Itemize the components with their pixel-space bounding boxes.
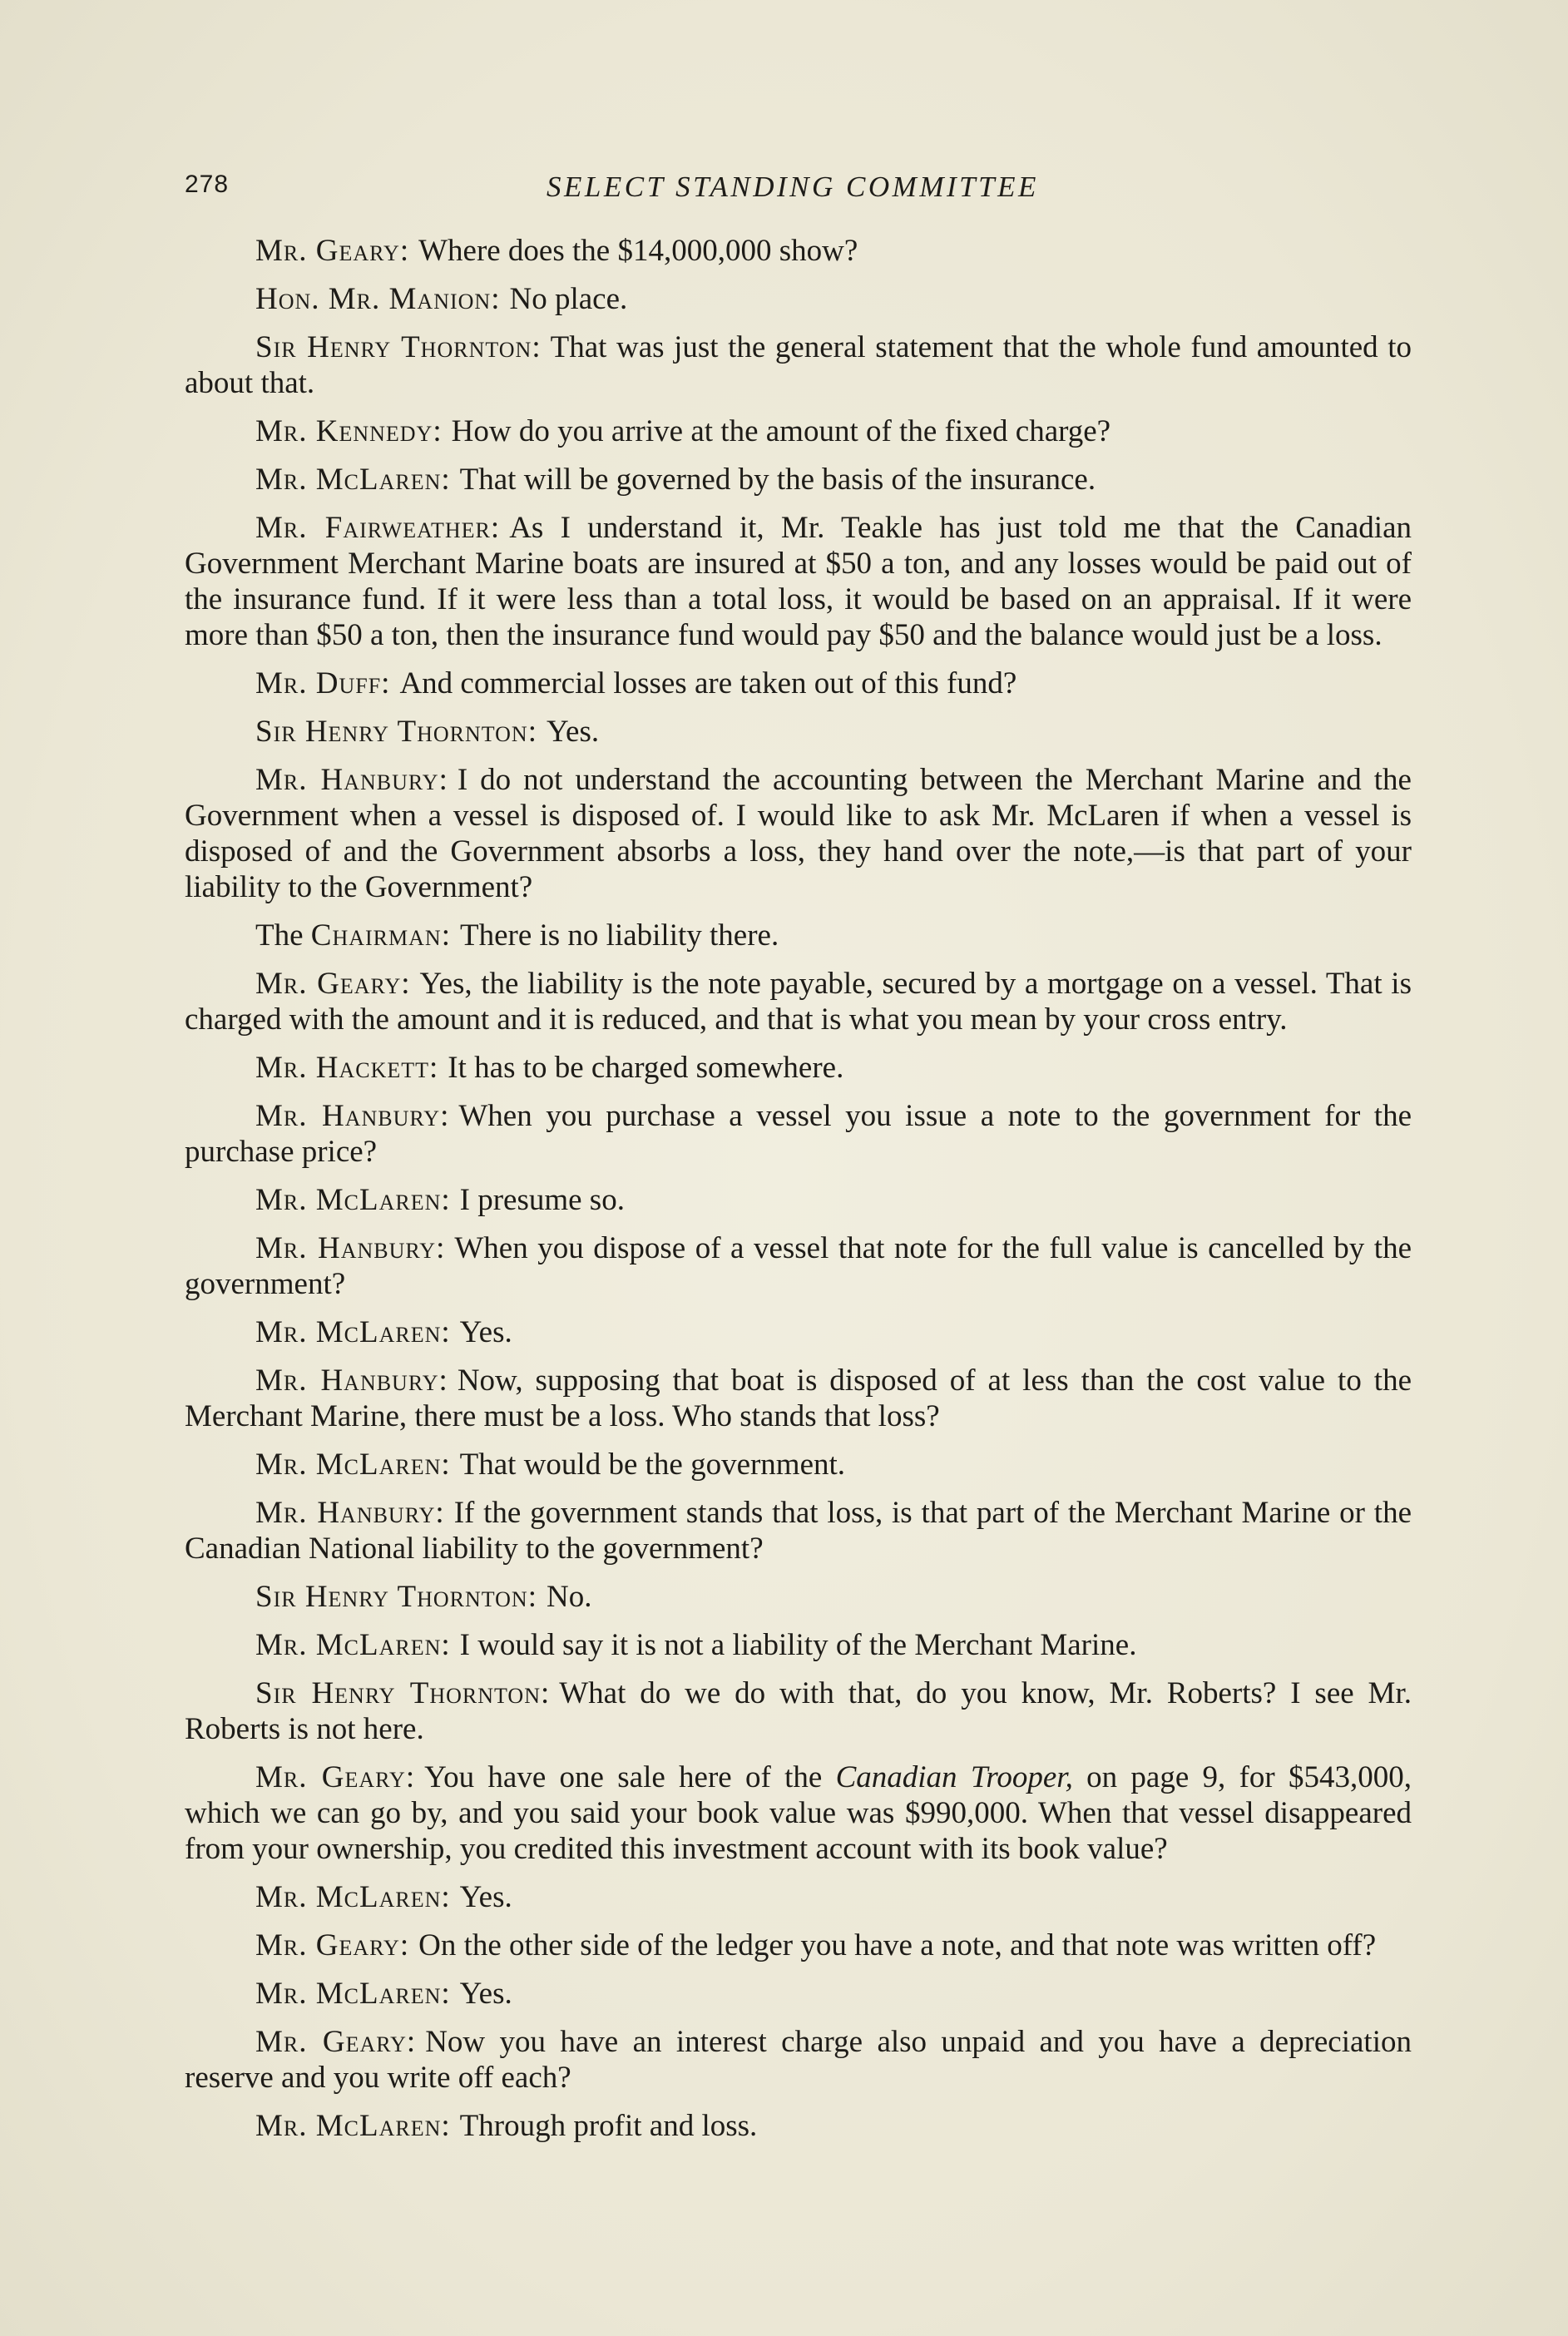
speaker-colon: : (433, 414, 442, 448)
transcript-paragraph (185, 1447, 1412, 1482)
speaker-name: Mr. Duff (255, 666, 382, 700)
speech-text: On the other side of the ledger you have a note, and that note was written off? (418, 1928, 1377, 1962)
speaker-colon: : (441, 1315, 450, 1349)
speech-text: When you purchase a vessel you issue a note to the government for the purchase price? (185, 1099, 1412, 1169)
speaker-colon: : (435, 1496, 444, 1530)
transcript-paragraph (185, 1314, 1412, 1350)
speaker-colon: : (540, 1676, 550, 1710)
speaker-colon: : (399, 234, 409, 268)
transcript-paragraph (185, 1495, 1412, 1566)
transcript-paragraph (185, 714, 1412, 750)
speaker-colon: : (441, 1183, 450, 1217)
transcript-paragraph (185, 281, 1412, 317)
transcript-paragraph (185, 1879, 1412, 1915)
speaker-prefix: The (255, 918, 311, 953)
transcript-paragraph (185, 462, 1412, 497)
speech-text: on page 9, for $543,000, which we can go by, and you said your book value was $990,000. When that vessel disappeared from your ownership, you credited this investment account with its book value? (185, 1760, 1412, 1866)
speaker-name: Mr. McLaren (255, 1977, 442, 2011)
transcript-paragraph (185, 1976, 1412, 2012)
transcript-paragraph (185, 918, 1412, 953)
transcript-paragraph (185, 1363, 1412, 1434)
speaker-name: Sir Henry Thornton (255, 1676, 541, 1710)
transcript-paragraph (185, 329, 1412, 401)
speech-text: Yes. (459, 1315, 512, 1349)
speech-text: Where does the $14,000,000 show? (418, 234, 858, 268)
transcript-paragraph (185, 1050, 1412, 1086)
speech-text: You have one sale here of the (424, 1760, 836, 1794)
speech-text: Yes. (459, 1977, 512, 2011)
speaker-colon: : (436, 1231, 445, 1265)
transcript-paragraph (185, 413, 1412, 449)
speaker-name: Mr. Kennedy (255, 414, 433, 448)
transcript-paragraph (185, 1579, 1412, 1615)
speaker-name: Mr. Hanbury (255, 763, 439, 797)
speaker-colon: : (441, 1448, 450, 1482)
speech-text: There is no liability there. (459, 918, 779, 953)
speaker-colon: : (441, 463, 450, 497)
speaker-name: Mr. McLaren (255, 463, 442, 497)
transcript-paragraph (185, 666, 1412, 701)
speaker-name: Mr. Hanbury (255, 1231, 437, 1265)
speaker-name: Sir Henry Thornton (255, 715, 528, 749)
speech-text: That would be the government. (459, 1448, 846, 1482)
speaker-name: Mr. McLaren (255, 1628, 442, 1662)
transcript-paragraph (185, 1230, 1412, 1302)
speaker-name: Hon. Mr. Manion (255, 282, 492, 316)
speaker-name: Mr. Geary (255, 234, 400, 268)
transcript-paragraph (185, 1759, 1412, 1867)
transcript-paragraph (185, 966, 1412, 1037)
speaker-colon: : (441, 1880, 450, 1914)
speaker-name: Mr. Geary (255, 967, 402, 1001)
speaker-name: Mr. McLaren (255, 1448, 442, 1482)
transcript-paragraph (185, 233, 1412, 269)
speech-text: Through profit and loss. (459, 2109, 758, 2143)
speech-text: That will be governed by the basis of the insurance. (459, 463, 1096, 497)
speaker-name: Mr. Hanbury (255, 1099, 441, 1133)
speaker-colon: : (527, 1580, 537, 1614)
speech-text: I would say it is not a liability of the Merchant Marine. (459, 1628, 1137, 1662)
speech-text: Yes, the liability is the note payable, secured by a mortgage on a vessel. That is charged with the amount and it is reduced, and that is what you mean by your cross entry. (185, 967, 1412, 1037)
transcript-paragraph (185, 2108, 1412, 2144)
transcript-paragraph (185, 1928, 1412, 1963)
speaker-colon: : (440, 1099, 449, 1133)
speaker-colon: : (381, 666, 390, 700)
speech-text: Yes. (459, 1880, 512, 1914)
speaker-name: Mr. McLaren (255, 1315, 442, 1349)
transcript-paragraph (185, 510, 1412, 653)
transcript-paragraph (185, 1182, 1412, 1218)
transcript-paragraph (185, 2024, 1412, 2096)
speaker-colon: : (491, 282, 500, 316)
running-title: SELECT STANDING COMMITTEE (547, 171, 1039, 203)
speaker-colon: : (441, 1977, 450, 2011)
transcript-paragraph (185, 1098, 1412, 1170)
speaker-name: Mr. Hackett (255, 1051, 430, 1085)
transcript-body (185, 233, 1412, 2156)
speech-text: Now you have an interest charge also unpaid and you have a depreciation reserve and you write off each? (185, 2025, 1412, 2095)
speaker-name: Mr. McLaren (255, 1880, 442, 1914)
speaker-colon: : (399, 1928, 409, 1962)
speech-text: I presume so. (459, 1183, 625, 1217)
speech-text: Yes. (547, 715, 600, 749)
speech-text: I do not understand the accounting between the Merchant Marine and the Government when a vessel is disposed of. I would like to ask Mr. McLaren if when a vessel is disposed of and the Government absorbs a loss, they hand over the note,—is that part of your liability to the Government? (185, 763, 1412, 904)
speech-text: No. (547, 1580, 592, 1614)
speaker-colon: : (401, 967, 410, 1001)
speaker-colon: : (438, 1363, 448, 1398)
transcript-paragraph (185, 1627, 1412, 1663)
speech-text: That was just the general statement that the whole fund amounted to about that. (185, 330, 1412, 400)
speaker-name: Mr. McLaren (255, 2109, 442, 2143)
speech-text: And commercial losses are taken out of this fund? (399, 666, 1017, 700)
speaker-name: Mr. Hanbury (255, 1363, 439, 1398)
speaker-name: Mr. Hanbury (255, 1496, 436, 1530)
speech-text: If the government stands that loss, is that part of the Merchant Marine or the Canadian National liability to the government? (185, 1496, 1412, 1566)
speaker-name: Sir Henry Thornton (255, 1580, 528, 1614)
speaker-colon: : (406, 2025, 416, 2059)
speaker-colon: : (429, 1051, 438, 1085)
speech-text: As I understand it, Mr. Teakle has just told me that the Canadian Government Merchant Marine boats are insured at $50 a ton, and any losses would be paid out of the insurance fund. If it were less than a total loss, it would be based on an appraisal. If it were more than $50 a ton, then the insurance fund would pay $50 and the balance would just be a loss. (185, 511, 1412, 652)
speech-text: How do you arrive at the amount of the fixed charge? (451, 414, 1111, 448)
page-header (185, 171, 1412, 212)
transcript-paragraph (185, 1675, 1412, 1747)
page-number: 278 (185, 171, 230, 198)
speaker-colon: : (441, 2109, 450, 2143)
speech-text: Now, supposing that boat is disposed of at less than the cost value to the Merchant Marine, there must be a loss. Who stands that loss? (185, 1363, 1412, 1433)
speech-text: When you dispose of a vessel that note for the full value is cancelled by the government? (185, 1231, 1412, 1301)
speaker-colon: : (441, 1628, 450, 1662)
speaker-colon: : (490, 511, 500, 545)
speaker-name: Mr. McLaren (255, 1183, 442, 1217)
speaker-name: Chairman (310, 918, 442, 953)
speech-text: No place. (509, 282, 628, 316)
speaker-colon: : (438, 763, 448, 797)
speech-text: What do we do with that, do you know, Mr. Roberts? I see Mr. Roberts is not here. (185, 1676, 1412, 1746)
ship-name: Canadian Trooper, (835, 1760, 1073, 1794)
speaker-name: Mr. Geary (255, 2025, 407, 2059)
speaker-name: Sir Henry Thornton (255, 330, 532, 364)
speech-text: It has to be charged somewhere. (448, 1051, 844, 1085)
transcript-paragraph (185, 762, 1412, 905)
speaker-colon: : (441, 918, 450, 953)
speaker-colon: : (527, 715, 537, 749)
speaker-name: Mr. Geary (255, 1760, 406, 1794)
speaker-name: Mr. Geary (255, 1928, 400, 1962)
speaker-colon: : (532, 330, 541, 364)
speaker-colon: : (405, 1760, 415, 1794)
speaker-name: Mr. Fairweather (255, 511, 491, 545)
